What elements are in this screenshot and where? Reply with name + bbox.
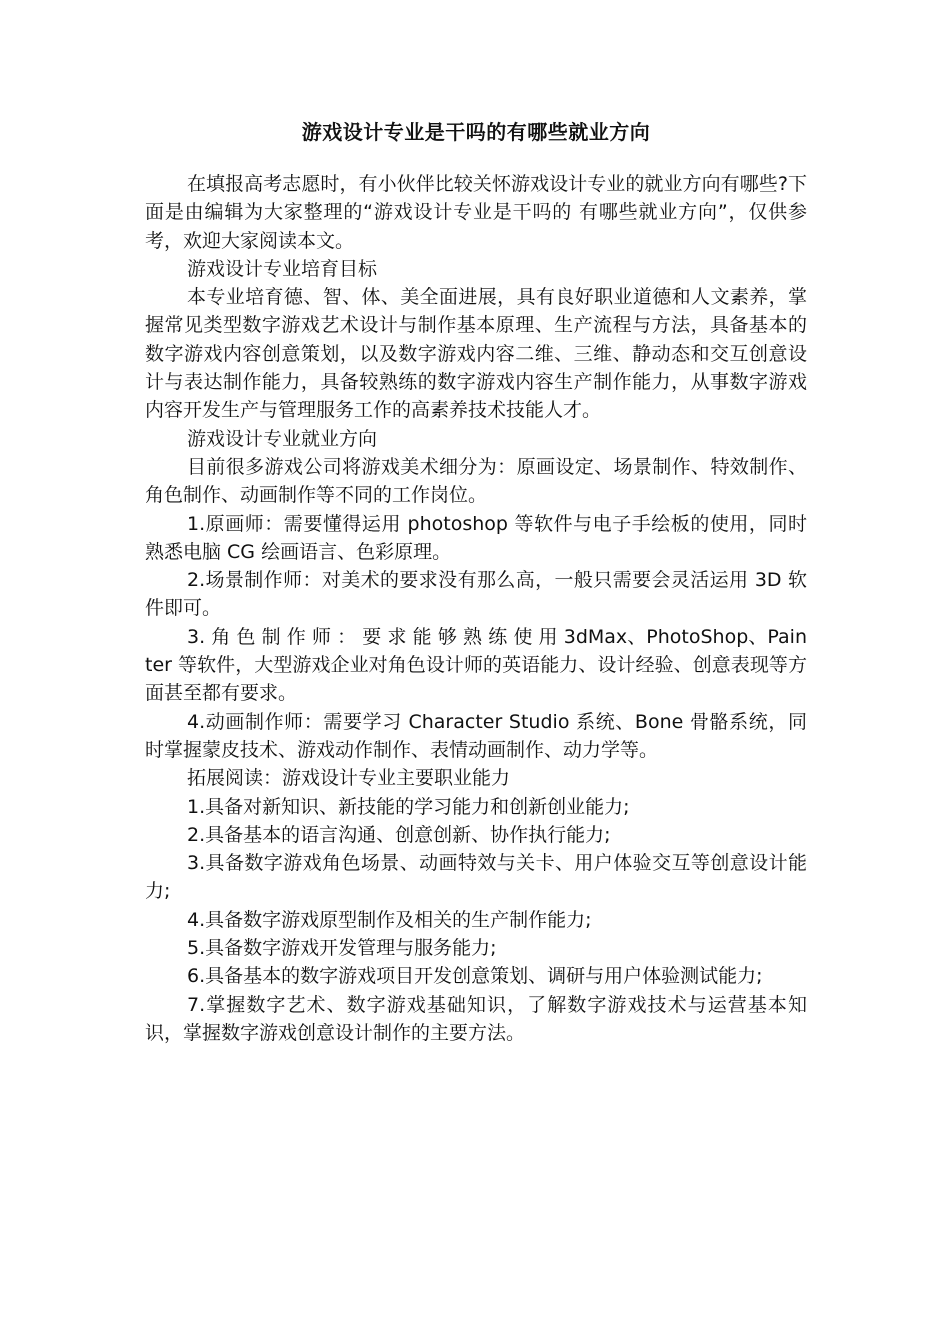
section-heading-career-direction: 游戏设计专业就业方向 xyxy=(187,427,378,450)
document-page xyxy=(145,116,807,1047)
intro-paragraph: 在填报高考志愿时，有小伙伴比较关怀游戏设计专业的就业方向有哪些?下面是由编辑为大家整理的“游戏设计专业是干吗的 有哪些就业方向”，仅供参考，欢迎大家阅读本文。 xyxy=(145,173,807,252)
section-heading-training-goal: 游戏设计专业培育目标 xyxy=(187,257,378,280)
document-title: 游戏设计专业是干吗的有哪些就业方向 xyxy=(301,120,651,144)
section-heading-extended-reading: 拓展阅读：游戏设计专业主要职业能力 xyxy=(187,767,511,790)
ability-item-5: 5.具备数字游戏开发管理与服务能力; xyxy=(187,937,497,960)
career-item-scene-artist: 2.场景制作师：对美术的要求没有那么高，一般只需要会灵活运用 3D 软件即可。 xyxy=(145,569,807,620)
ability-item-7: 7.掌握数字艺术、数字游戏基础知识，了解数字游戏技术与运营基本知识，掌握数字游戏创意设计制作的主要方法。 xyxy=(145,993,807,1044)
ability-item-1: 1.具备对新知识、新技能的学习能力和创新创业能力; xyxy=(187,795,630,818)
ability-item-4: 4.具备数字游戏原型制作及相关的生产制作能力; xyxy=(187,908,592,931)
ability-item-3: 3.具备数字游戏角色场景、动画特效与关卡、用户体验交互等创意设计能力; xyxy=(145,852,807,903)
career-item-character-artist: 3. 角 色 制 作 师 ： 要 求 能 够 熟 练 使 用 3dMax、PhotoShop、Painter 等软件，大型游戏企业对角色设计师的英语能力、设计经验、创意表现等方面甚至都有要求。 xyxy=(145,625,807,705)
ability-item-6: 6.具备基本的数字游戏项目开发创意策划、调研与用户体验测试能力; xyxy=(187,965,763,988)
training-goal-paragraph: 本专业培育德、智、体、美全面进展，具有良好职业道德和人文素养，掌握常见类型数字游戏艺术设计与制作基本原理、生产流程与方法，具备基本的数字游戏内容创意策划，以及数字游戏内容二维、三维、静动态和交互创意设计与表达制作能力，具备较熟练的数字游戏内容生产制作能力，从事数字游戏内容开发生产与管理服务工作的高素养技术技能人才。 xyxy=(145,286,807,422)
career-overview-paragraph: 目前很多游戏公司将游戏美术细分为：原画设定、场景制作、特效制作、角色制作、动画制作等不同的工作岗位。 xyxy=(145,455,807,507)
ability-item-2: 2.具备基本的语言沟通、创意创新、协作执行能力; xyxy=(187,823,611,846)
career-item-animator: 4.动画制作师：需要学习 Character Studio 系统、Bone 骨骼系统，同时掌握蒙皮技术、游戏动作制作、表情动画制作、动力学等。 xyxy=(145,710,807,761)
career-item-concept-artist: 1.原画师：需要懂得运用 photoshop 等软件与电子手绘板的使用，同时熟悉电脑 CG 绘画语言、色彩原理。 xyxy=(145,512,807,563)
